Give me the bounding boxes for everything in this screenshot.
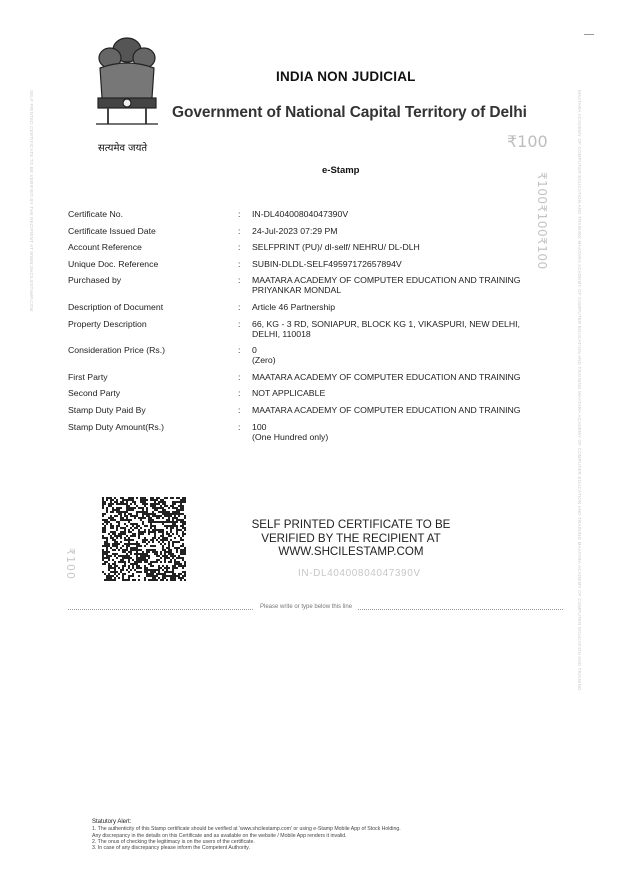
field-value-line: PRIYANKAR MONDAL bbox=[252, 285, 342, 296]
field-colon: : bbox=[238, 209, 241, 219]
statutory-item: Any discrepancy in the details on this Certificate and as available on the website / Mobile App renders it invalid. bbox=[92, 832, 347, 839]
denomination-value: ₹100 bbox=[507, 132, 548, 151]
field-colon: : bbox=[238, 345, 241, 356]
field-value-line: (Zero) bbox=[252, 355, 276, 366]
field-value bbox=[252, 422, 548, 442]
field-label: Unique Doc. Reference bbox=[68, 258, 159, 269]
field-label: Property Description bbox=[68, 318, 147, 329]
field-value: 24-Jul-2023 07:29 PM bbox=[252, 225, 338, 236]
field-label: Stamp Duty Amount(Rs.) bbox=[68, 421, 165, 432]
field-colon: : bbox=[238, 371, 241, 382]
field-colon: : bbox=[238, 301, 241, 312]
field-row bbox=[68, 422, 548, 442]
field-row bbox=[68, 345, 548, 365]
statutory-alert bbox=[92, 819, 512, 851]
verification-notice bbox=[228, 518, 474, 559]
field-row bbox=[68, 302, 548, 312]
qr-code-icon bbox=[102, 497, 186, 581]
emblem-motto: सत्यमेव जयते bbox=[98, 143, 148, 154]
field-value: SELFPRINT (PU)/ dl-self/ NEHRU/ DL-DLH bbox=[252, 242, 420, 253]
left-vertical-watermark: SELF PRINTED CERTIFICATE TO BE VERIFIED BY THE RECIPIENT AT WWW.SHCILESTAMP.COM bbox=[29, 90, 34, 312]
estamp-label: e-Stamp bbox=[322, 165, 360, 176]
statutory-item: 3. In case of any discrepancy please inform the Competent Authority. bbox=[92, 845, 250, 852]
field-row bbox=[68, 275, 548, 295]
field-label: Second Party bbox=[68, 388, 121, 399]
field-label: Stamp Duty Paid By bbox=[68, 404, 146, 415]
field-value bbox=[252, 275, 548, 295]
faint-certificate-number: IN-DL40400804047390V bbox=[298, 568, 421, 579]
verification-link: WWW.SHCILESTAMP.COM bbox=[278, 545, 424, 558]
field-value-line: MAATARA ACADEMY OF COMPUTER EDUCATION AND TRAINING bbox=[252, 275, 521, 286]
field-label: Certificate Issued Date bbox=[68, 225, 156, 236]
field-colon: : bbox=[238, 225, 241, 236]
field-label: Account Reference bbox=[68, 242, 142, 253]
field-label: Description of Document bbox=[68, 301, 164, 312]
field-row bbox=[68, 209, 548, 219]
field-row bbox=[68, 259, 548, 269]
field-colon: : bbox=[238, 258, 241, 269]
left-denomination: ₹100 bbox=[64, 548, 77, 580]
state-emblem-icon bbox=[90, 28, 164, 138]
field-label: Consideration Price (Rs.) bbox=[68, 345, 166, 356]
field-row bbox=[68, 372, 548, 382]
statutory-item: 1. The authenticity of this Stamp certificate should be verified at 'www.shcilestamp.com' or using e-Stamp Mobile App of Stock Holding. bbox=[92, 826, 401, 833]
statutory-heading: Statutory Alert: bbox=[92, 819, 132, 825]
field-value-line: (One Hundred only) bbox=[252, 431, 329, 442]
field-label: First Party bbox=[68, 371, 108, 382]
field-value: SUBIN-DLDL-SELF49597172657894V bbox=[252, 258, 402, 269]
field-colon: : bbox=[238, 388, 241, 399]
field-row bbox=[68, 242, 548, 252]
verification-line: VERIFIED BY THE RECIPIENT AT bbox=[261, 531, 441, 545]
field-colon: : bbox=[238, 318, 241, 329]
field-value-line: DELHI, 110018 bbox=[252, 328, 311, 339]
field-value-line: 0 bbox=[252, 345, 257, 356]
government-title: Government of National Capital Territory of Delhi bbox=[172, 104, 527, 121]
corner-mark bbox=[584, 34, 594, 35]
field-value: NOT APPLICABLE bbox=[252, 388, 326, 399]
field-row bbox=[68, 388, 548, 398]
document-title: INDIA NON JUDICIAL bbox=[276, 69, 416, 84]
field-value: IN-DL40400804047390V bbox=[252, 209, 349, 219]
field-value-line: 66, KG - 3 RD, SONIAPUR, BLOCK KG 1, VIKASPURI, NEW DELHI, bbox=[252, 318, 520, 329]
field-row bbox=[68, 319, 548, 339]
certificate-details bbox=[68, 209, 548, 448]
verification-line: SELF PRINTED CERTIFICATE TO BE bbox=[251, 518, 451, 531]
field-row bbox=[68, 226, 548, 236]
field-label: Certificate No. bbox=[68, 209, 124, 219]
write-below-note: Please write or type below this line bbox=[254, 604, 358, 610]
field-colon: : bbox=[238, 421, 241, 432]
right-vertical-watermark: MAATARA ACADEMY OF COMPUTER EDUCATION AND TRAINING MAATARA ACADEMY OF COMPUTER EDUCATION AND TRAINING MAATARA ACADEMY OF COMPUTER EDUCATION AND TRAINING MAATARA ACADEMY OF COMPUTER EDUCATION AND TRAINING bbox=[577, 90, 582, 691]
field-colon: : bbox=[238, 242, 241, 253]
statutory-item: 2. The onus of checking the legitimacy is on the users of the certificate. bbox=[92, 838, 255, 845]
field-value bbox=[252, 319, 548, 339]
vertical-denomination: ₹100₹100₹100 bbox=[535, 172, 549, 270]
field-colon: : bbox=[238, 404, 241, 415]
field-value-line: 100 bbox=[252, 421, 267, 432]
field-value: Article 46 Partnership bbox=[252, 301, 336, 312]
field-colon: : bbox=[238, 275, 241, 286]
field-row bbox=[68, 405, 548, 415]
field-value: MAATARA ACADEMY OF COMPUTER EDUCATION AND TRAINING bbox=[252, 371, 521, 382]
field-value bbox=[252, 345, 548, 365]
field-label: Purchased by bbox=[68, 275, 122, 286]
field-value: MAATARA ACADEMY OF COMPUTER EDUCATION AND TRAINING bbox=[252, 404, 521, 415]
